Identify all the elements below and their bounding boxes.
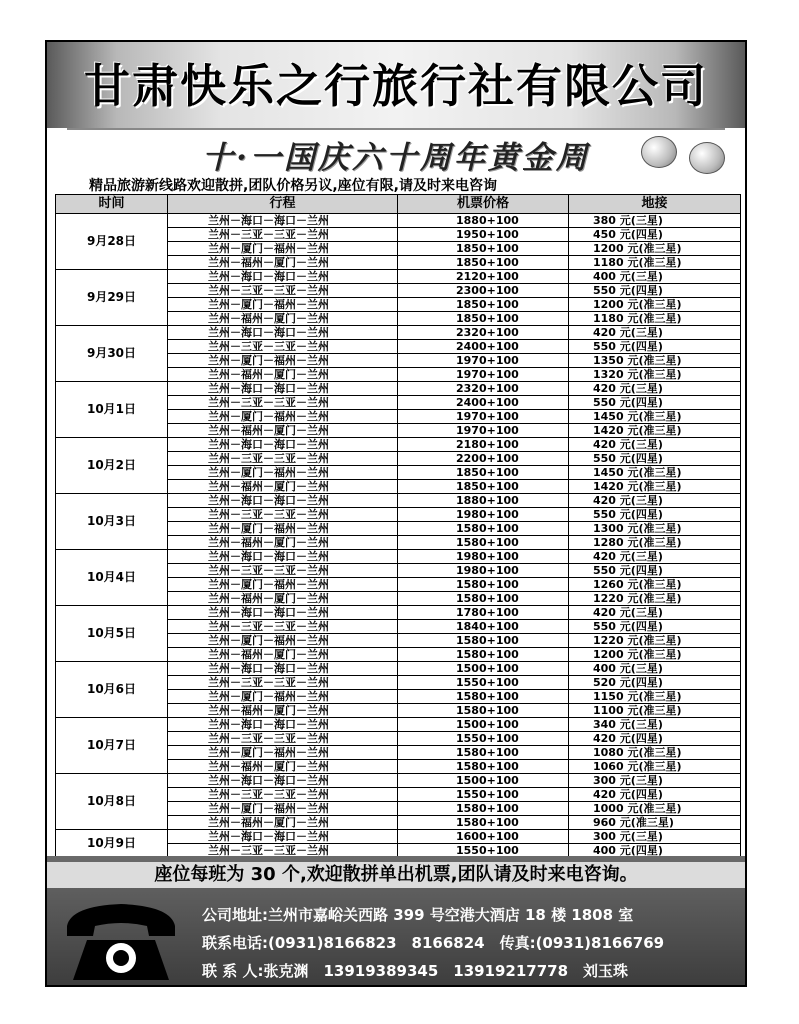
ground-cell: 1420 元(准三星) xyxy=(569,424,741,438)
ground-cell: 550 元(四星) xyxy=(569,620,741,634)
route-cell: 兰州－海口－海口－兰州 xyxy=(168,382,398,396)
header-airfare: 机票价格 xyxy=(398,195,569,214)
route-cell: 兰州－三亚－三亚－兰州 xyxy=(168,508,398,522)
route-cell: 兰州－厦门－福州－兰州 xyxy=(168,298,398,312)
airfare-cell: 1580+100 xyxy=(398,704,569,718)
route-cell: 兰州－三亚－三亚－兰州 xyxy=(168,844,398,858)
date-cell: 9月29日 xyxy=(56,270,168,326)
airfare-cell: 1580+100 xyxy=(398,536,569,550)
ground-cell: 420 元(三星) xyxy=(569,494,741,508)
date-cell: 10月7日 xyxy=(56,718,168,774)
date-cell: 10月1日 xyxy=(56,382,168,438)
airfare-cell: 1980+100 xyxy=(398,550,569,564)
route-cell: 兰州－海口－海口－兰州 xyxy=(168,438,398,452)
header-route: 行程 xyxy=(168,195,398,214)
route-cell: 兰州－海口－海口－兰州 xyxy=(168,550,398,564)
date-cell: 9月28日 xyxy=(56,214,168,270)
airfare-cell: 1580+100 xyxy=(398,816,569,830)
date-cell: 10月2日 xyxy=(56,438,168,494)
date-cell: 10月3日 xyxy=(56,494,168,550)
seat-notice: 座位每班为 30 个,欢迎散拼单出机票,团队请及时来电咨询。 xyxy=(47,862,745,888)
ground-cell: 550 元(四星) xyxy=(569,564,741,578)
table-row xyxy=(56,830,741,844)
ground-cell: 1280 元(准三星) xyxy=(569,536,741,550)
route-cell: 兰州－三亚－三亚－兰州 xyxy=(168,396,398,410)
schedule-table xyxy=(55,194,741,858)
route-cell: 兰州－海口－海口－兰州 xyxy=(168,494,398,508)
date-cell: 10月9日 xyxy=(56,830,168,858)
route-cell: 兰州－海口－海口－兰州 xyxy=(168,270,398,284)
header-band xyxy=(47,42,745,128)
airfare-cell: 1600+100 xyxy=(398,830,569,844)
ground-cell: 1180 元(准三星) xyxy=(569,256,741,270)
airfare-cell: 1850+100 xyxy=(398,480,569,494)
ground-cell: 1450 元(准三星) xyxy=(569,410,741,424)
ground-cell: 420 元(三星) xyxy=(569,382,741,396)
ground-cell: 300 元(三星) xyxy=(569,830,741,844)
ground-cell: 1000 元(准三星) xyxy=(569,802,741,816)
table-header-row xyxy=(56,195,741,214)
ground-cell: 1260 元(准三星) xyxy=(569,578,741,592)
airfare-cell: 1580+100 xyxy=(398,760,569,774)
ground-cell: 520 元(四星) xyxy=(569,676,741,690)
airfare-cell: 1780+100 xyxy=(398,606,569,620)
airfare-cell: 1850+100 xyxy=(398,256,569,270)
airfare-cell: 1970+100 xyxy=(398,424,569,438)
date-cell: 9月30日 xyxy=(56,326,168,382)
ground-cell: 550 元(四星) xyxy=(569,396,741,410)
airfare-cell: 1980+100 xyxy=(398,564,569,578)
ground-cell: 1180 元(准三星) xyxy=(569,312,741,326)
route-cell: 兰州－三亚－三亚－兰州 xyxy=(168,676,398,690)
airfare-cell: 1580+100 xyxy=(398,690,569,704)
route-cell: 兰州－厦门－福州－兰州 xyxy=(168,466,398,480)
ground-cell: 400 元(三星) xyxy=(569,662,741,676)
route-cell: 兰州－三亚－三亚－兰州 xyxy=(168,284,398,298)
airfare-cell: 1500+100 xyxy=(398,718,569,732)
table-row xyxy=(56,270,741,284)
header-ground: 地接 xyxy=(569,195,741,214)
ground-cell: 1420 元(准三星) xyxy=(569,480,741,494)
route-cell: 兰州－福州－厦门－兰州 xyxy=(168,424,398,438)
date-cell: 10月5日 xyxy=(56,606,168,662)
route-cell: 兰州－厦门－福州－兰州 xyxy=(168,522,398,536)
route-cell: 兰州－福州－厦门－兰州 xyxy=(168,368,398,382)
airfare-cell: 2120+100 xyxy=(398,270,569,284)
ground-cell: 1320 元(准三星) xyxy=(569,368,741,382)
route-cell: 兰州－三亚－三亚－兰州 xyxy=(168,620,398,634)
airfare-cell: 2320+100 xyxy=(398,326,569,340)
airfare-cell: 1580+100 xyxy=(398,634,569,648)
route-cell: 兰州－厦门－福州－兰州 xyxy=(168,578,398,592)
airfare-cell: 1550+100 xyxy=(398,676,569,690)
airfare-cell: 1580+100 xyxy=(398,648,569,662)
telephone-icon xyxy=(61,896,181,984)
contact-line: 联 系 人:张克渊 13919389345 13919217778 刘玉珠 xyxy=(202,962,629,980)
route-cell: 兰州－福州－厦门－兰州 xyxy=(168,816,398,830)
ground-cell: 300 元(三星) xyxy=(569,774,741,788)
airfare-cell: 1550+100 xyxy=(398,844,569,858)
promo-title: 十·一国庆六十周年黄金周 xyxy=(202,140,590,176)
airfare-cell: 2400+100 xyxy=(398,340,569,354)
route-cell: 兰州－海口－海口－兰州 xyxy=(168,774,398,788)
ground-cell: 550 元(四星) xyxy=(569,508,741,522)
ground-cell: 420 元(三星) xyxy=(569,606,741,620)
airfare-cell: 1970+100 xyxy=(398,368,569,382)
airfare-cell: 2200+100 xyxy=(398,452,569,466)
footer-band xyxy=(47,856,745,987)
ground-cell: 400 元(三星) xyxy=(569,270,741,284)
phone-line: 联系电话:(0931)8166823 8166824 传真:(0931)8166769 xyxy=(202,934,665,952)
ground-cell: 400 元(四星) xyxy=(569,844,741,858)
route-cell: 兰州－三亚－三亚－兰州 xyxy=(168,732,398,746)
table-row xyxy=(56,662,741,676)
route-cell: 兰州－福州－厦门－兰州 xyxy=(168,536,398,550)
ground-cell: 1200 元(准三星) xyxy=(569,648,741,662)
route-cell: 兰州－福州－厦门－兰州 xyxy=(168,480,398,494)
ground-cell: 420 元(三星) xyxy=(569,326,741,340)
route-cell: 兰州－福州－厦门－兰州 xyxy=(168,256,398,270)
airfare-cell: 1880+100 xyxy=(398,214,569,228)
airfare-cell: 1500+100 xyxy=(398,662,569,676)
route-cell: 兰州－海口－海口－兰州 xyxy=(168,214,398,228)
table-row xyxy=(56,774,741,788)
ground-cell: 550 元(四星) xyxy=(569,452,741,466)
date-cell: 10月6日 xyxy=(56,662,168,718)
route-cell: 兰州－福州－厦门－兰州 xyxy=(168,704,398,718)
table-row xyxy=(56,718,741,732)
divider xyxy=(67,128,725,130)
company-name: 甘肃快乐之行旅行社有限公司 xyxy=(84,59,708,113)
table-row xyxy=(56,494,741,508)
airfare-cell: 1580+100 xyxy=(398,592,569,606)
route-cell: 兰州－厦门－福州－兰州 xyxy=(168,634,398,648)
header-time: 时间 xyxy=(56,195,168,214)
ground-cell: 1060 元(准三星) xyxy=(569,760,741,774)
table-row xyxy=(56,214,741,228)
ground-cell: 1200 元(准三星) xyxy=(569,298,741,312)
ground-cell: 1450 元(准三星) xyxy=(569,466,741,480)
airfare-cell: 2180+100 xyxy=(398,438,569,452)
airfare-cell: 1580+100 xyxy=(398,578,569,592)
ground-cell: 420 元(四星) xyxy=(569,788,741,802)
airfare-cell: 1850+100 xyxy=(398,466,569,480)
ground-cell: 1350 元(准三星) xyxy=(569,354,741,368)
airfare-cell: 1850+100 xyxy=(398,242,569,256)
ground-cell: 1080 元(准三星) xyxy=(569,746,741,760)
route-cell: 兰州－三亚－三亚－兰州 xyxy=(168,452,398,466)
ground-cell: 1100 元(准三星) xyxy=(569,704,741,718)
route-cell: 兰州－厦门－福州－兰州 xyxy=(168,354,398,368)
airfare-cell: 1850+100 xyxy=(398,298,569,312)
ground-cell: 420 元(三星) xyxy=(569,550,741,564)
table-row xyxy=(56,326,741,340)
lantern-icon xyxy=(689,142,725,174)
route-cell: 兰州－福州－厦门－兰州 xyxy=(168,592,398,606)
airfare-cell: 2400+100 xyxy=(398,396,569,410)
airfare-cell: 1550+100 xyxy=(398,788,569,802)
airfare-cell: 1980+100 xyxy=(398,508,569,522)
route-cell: 兰州－海口－海口－兰州 xyxy=(168,718,398,732)
ground-cell: 1300 元(准三星) xyxy=(569,522,741,536)
airfare-cell: 2320+100 xyxy=(398,382,569,396)
date-cell: 10月4日 xyxy=(56,550,168,606)
airfare-cell: 1550+100 xyxy=(398,732,569,746)
table-row xyxy=(56,550,741,564)
route-cell: 兰州－三亚－三亚－兰州 xyxy=(168,788,398,802)
route-cell: 兰州－海口－海口－兰州 xyxy=(168,662,398,676)
airfare-cell: 2300+100 xyxy=(398,284,569,298)
ground-cell: 1200 元(准三星) xyxy=(569,242,741,256)
route-cell: 兰州－厦门－福州－兰州 xyxy=(168,690,398,704)
ground-cell: 380 元(三星) xyxy=(569,214,741,228)
route-cell: 兰州－海口－海口－兰州 xyxy=(168,606,398,620)
ground-cell: 960 元(准三星) xyxy=(569,816,741,830)
airfare-cell: 1500+100 xyxy=(398,774,569,788)
ground-cell: 340 元(三星) xyxy=(569,718,741,732)
airfare-cell: 1950+100 xyxy=(398,228,569,242)
schedule-body xyxy=(56,214,741,858)
ground-cell: 1150 元(准三星) xyxy=(569,690,741,704)
lantern-icon xyxy=(641,136,677,168)
route-cell: 兰州－福州－厦门－兰州 xyxy=(168,312,398,326)
ground-cell: 420 元(四星) xyxy=(569,732,741,746)
ground-cell: 1220 元(准三星) xyxy=(569,592,741,606)
airfare-cell: 1580+100 xyxy=(398,746,569,760)
route-cell: 兰州－福州－厦门－兰州 xyxy=(168,648,398,662)
ground-cell: 550 元(四星) xyxy=(569,340,741,354)
advertisement-frame xyxy=(45,40,747,987)
route-cell: 兰州－厦门－福州－兰州 xyxy=(168,802,398,816)
route-cell: 兰州－海口－海口－兰州 xyxy=(168,326,398,340)
subtitle: 精品旅游新线路欢迎散拼,团队价格另议,座位有限,请及时来电咨询 xyxy=(89,178,497,194)
airfare-cell: 1840+100 xyxy=(398,620,569,634)
route-cell: 兰州－三亚－三亚－兰州 xyxy=(168,228,398,242)
route-cell: 兰州－厦门－福州－兰州 xyxy=(168,746,398,760)
table-row xyxy=(56,382,741,396)
airfare-cell: 1970+100 xyxy=(398,410,569,424)
route-cell: 兰州－厦门－福州－兰州 xyxy=(168,242,398,256)
airfare-cell: 1880+100 xyxy=(398,494,569,508)
airfare-cell: 1580+100 xyxy=(398,802,569,816)
route-cell: 兰州－海口－海口－兰州 xyxy=(168,830,398,844)
route-cell: 兰州－三亚－三亚－兰州 xyxy=(168,340,398,354)
airfare-cell: 1580+100 xyxy=(398,522,569,536)
airfare-cell: 1970+100 xyxy=(398,354,569,368)
table-row xyxy=(56,606,741,620)
ground-cell: 450 元(四星) xyxy=(569,228,741,242)
ground-cell: 420 元(三星) xyxy=(569,438,741,452)
route-cell: 兰州－福州－厦门－兰州 xyxy=(168,760,398,774)
address-line: 公司地址:兰州市嘉峪关西路 399 号空港大酒店 18 楼 1808 室 xyxy=(202,906,634,924)
route-cell: 兰州－三亚－三亚－兰州 xyxy=(168,564,398,578)
table-row xyxy=(56,438,741,452)
ground-cell: 550 元(四星) xyxy=(569,284,741,298)
ground-cell: 1220 元(准三星) xyxy=(569,634,741,648)
airfare-cell: 1850+100 xyxy=(398,312,569,326)
date-cell: 10月8日 xyxy=(56,774,168,830)
route-cell: 兰州－厦门－福州－兰州 xyxy=(168,410,398,424)
